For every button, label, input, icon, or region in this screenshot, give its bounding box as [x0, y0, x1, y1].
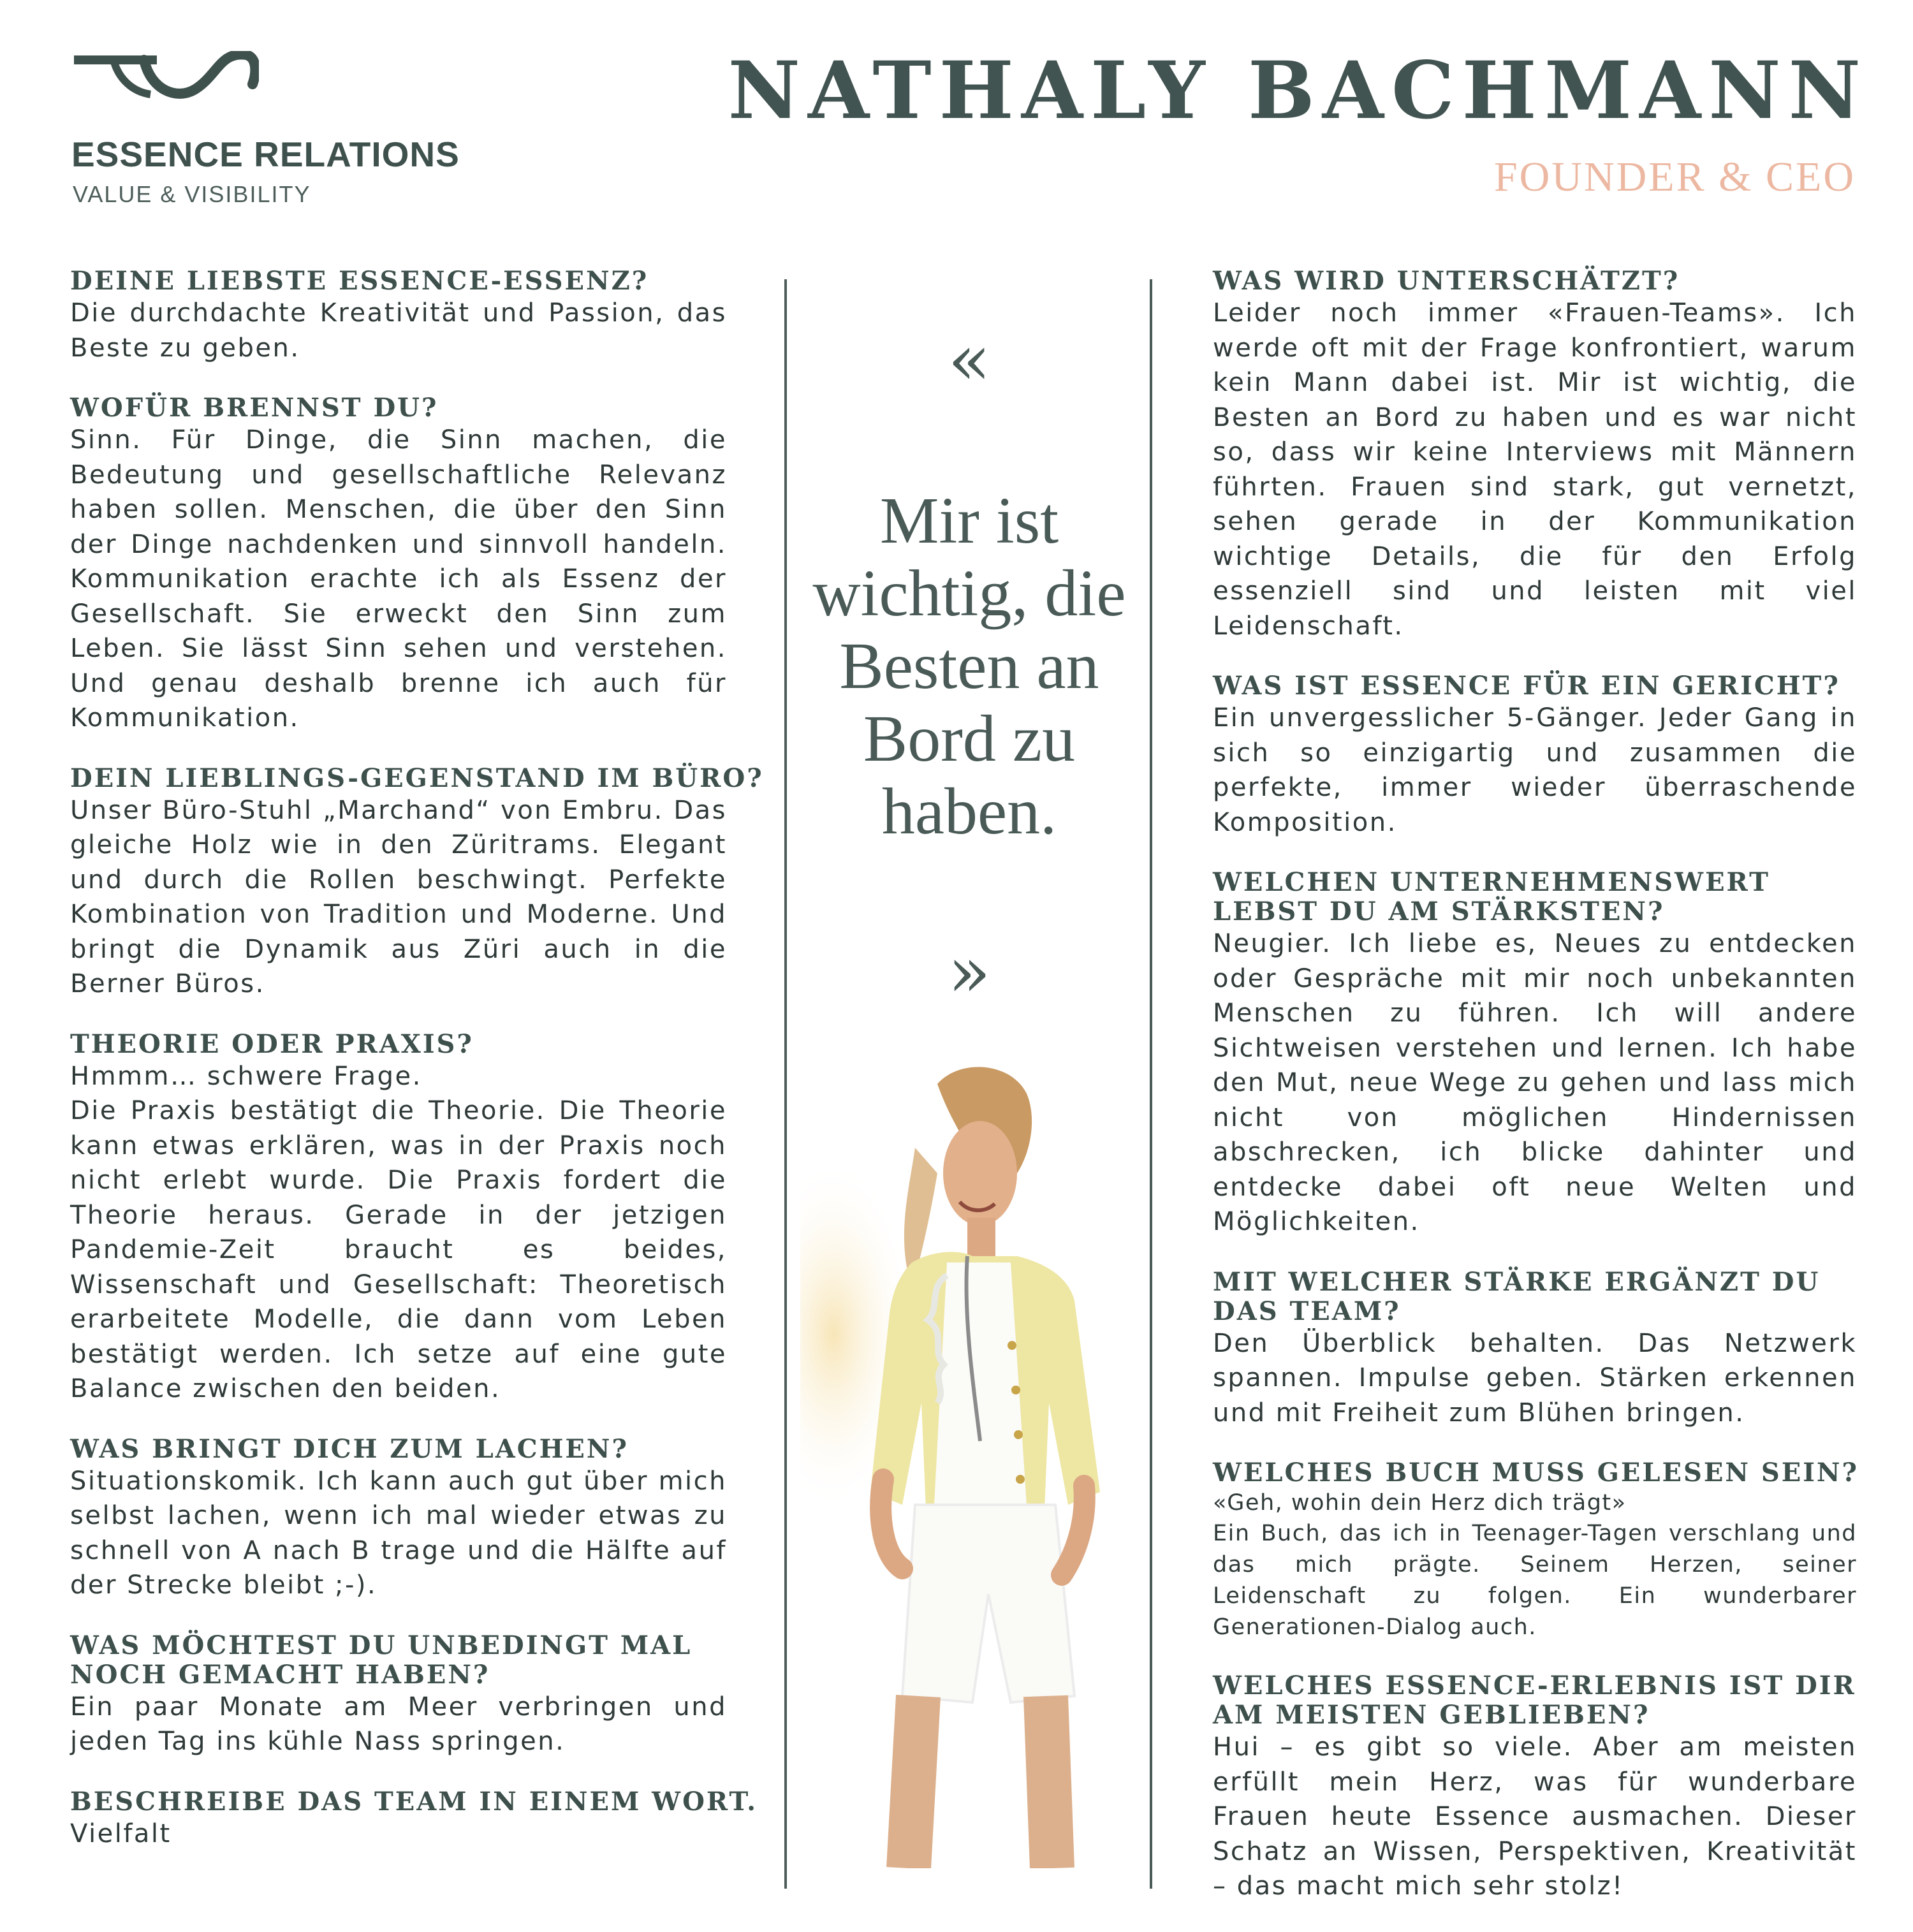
qa-item	[1213, 868, 1857, 1240]
qa-item	[70, 763, 764, 1002]
answer: Sinn. Für Dinge, die Sinn machen, die Bedeutung und gesellschaftliche Relevanz haben sollen. Menschen, die über den Sinn der Dinge nachdenken und sinnvoll handeln. Kommunikation erachte ich als Essenz der Gesellschaft. Sie erweckt den Sinn zum Leben. Sie lässt Sinn sehen und verstehen. Und genau deshalb brenne ich auch für Kommunikation.	[70, 425, 727, 733]
qa-item	[1213, 1671, 1857, 1904]
question: THEORIE ODER PRAXIS?	[70, 1028, 474, 1059]
left-column	[70, 266, 764, 1879]
portrait-photo	[800, 1046, 1157, 1868]
answer: Die durchdachte Kreativität und Passion, das Beste zu geben.	[70, 298, 727, 363]
column-divider-left	[784, 279, 787, 1889]
brand-name: ESSENCE RELATIONS	[71, 135, 460, 174]
answer: Ein unvergesslicher 5-Gänger. Jeder Gang in sich so einzigartig und zusammen die perfekte, immer wieder überraschende Komposition.	[1213, 703, 1857, 837]
answer: Vielfalt	[70, 1819, 172, 1848]
question: WAS BRINGT DICH ZUM LACHEN?	[70, 1433, 629, 1464]
question: WELCHES BUCH MUSS GELESEN SEIN?	[1213, 1458, 1859, 1488]
qa-item	[1213, 267, 1857, 643]
book-title: «Geh, wohin dein Herz dich trägt»	[1213, 1490, 1627, 1516]
quote-open-mark: «	[948, 319, 991, 400]
answer: Ein Buch, das ich in Teenager-Tagen verschlang und das mich prägte. Seinem Herzen, seiner Leidenschaft zu folgen. Ein wunderbarer Generationen-Dialog auch.	[1213, 1521, 1857, 1640]
right-column	[1213, 267, 1857, 1932]
answer: Neugier. Ich liebe es, Neues zu entdecken oder Gespräche mit mir noch unbekannten Menschen zu führen. Ich will andere Sichtweisen verstehen und lernen. Ich habe den Mut, neue Wege zu gehen und lass mich nicht von möglichen Hindernissen abschrecken, ich blicke dahinter und entdecke dabei oft neue Welten und Möglichkeiten.	[1213, 929, 1857, 1236]
answer-intro: Hmmm… schwere Frage.	[70, 1061, 422, 1091]
person-role: FOUNDER & CEO	[1493, 154, 1856, 200]
qa-item	[70, 1030, 727, 1407]
qa-item	[70, 1786, 758, 1852]
answer: Situationskomik. Ich kann auch gut über mich selbst lachen, wenn ich mal wieder etwas zu schnell von A nach B trage und die Hälfte auf der Strecke bleibt ;-).	[70, 1466, 727, 1600]
qa-item	[1213, 1458, 1857, 1643]
question: WAS WIRD UNTERSCHÄTZT?	[1213, 266, 1680, 296]
wave-logo-icon	[74, 51, 259, 108]
answer: Die Praxis bestätigt die Theorie. Die Theorie kann etwas erklären, was in der Praxis noch nicht erlebt wurde. Die Praxis fordert die Theorie heraus. Gerade in der jetzigen Pandemie-Zeit braucht es beides, Wissenschaft und Gesellschaft: Theoretisch erarbeitete Modelle, die dann vom Leben bestätigt werden. Ich setze auf eine gute Balance zwischen den beiden.	[70, 1096, 727, 1403]
question: DEINE LIEBSTE ESSENCE-ESSENZ?	[70, 266, 649, 296]
pull-quote: Mir ist wichtig, die Besten an Bord zu haben.	[812, 484, 1126, 848]
question-line-1: MIT WELCHER STÄRKE ERGÄNZT DU	[1213, 1266, 1821, 1297]
brand-tagline: VALUE & VISIBILITY	[73, 181, 311, 207]
answer: Ein paar Monate am Meer verbringen und jeden Tag ins kühle Nass springen.	[70, 1692, 727, 1756]
answer: Leider noch immer «Frauen-Teams». Ich werde oft mit der Frage konfrontiert, warum kein Mann dabei ist. Mir ist wichtig, die Besten an Bord zu haben und es war nicht so, dass wir keine Interviews mit Männern führten. Frauen sind stark, gut vernetzt, sehen gerade in der Kommunikation wichtige Details, die für den Erfolg essenziell sind und leisten mit viel Leidenschaft.	[1213, 298, 1857, 641]
question: BESCHREIBE DAS TEAM IN EINEM WORT.	[70, 1786, 758, 1817]
question: WOFÜR BRENNST DU?	[70, 393, 439, 423]
question-line-1: WELCHEN UNTERNEHMENSWERT	[1213, 867, 1770, 897]
question-line-2: DAS TEAM?	[1213, 1296, 1401, 1326]
qa-item	[70, 1435, 727, 1603]
qa-item	[70, 267, 727, 365]
person-name: NATHALY BACHMANN	[728, 45, 1868, 137]
answer: Den Überblick behalten. Das Netzwerk spannen. Impulse geben. Stärken erkennen und mit Freiheit zum Blühen bringen.	[1213, 1328, 1857, 1428]
brand-logo	[71, 51, 460, 217]
question-line-2: LEBST DU AM STÄRKSTEN?	[1213, 896, 1665, 926]
answer: Hui – es gibt so viele. Aber am meisten erfüllt mein Herz, was für wunderbare Frauen heute Essence ausmachen. Dieser Schatz an Wissen, Perspektiven, Kreativität – das macht mich sehr stolz!	[1213, 1732, 1857, 1901]
question-line-2: AM MEISTEN GEBLIEBEN?	[1213, 1700, 1650, 1730]
qa-item	[70, 393, 727, 736]
question-line-2: NOCH GEMACHT HABEN?	[70, 1659, 490, 1690]
question-line-1: WAS MÖCHTEST DU UNBEDINGT MAL	[70, 1630, 693, 1660]
quote-close-mark: »	[948, 931, 991, 1013]
qa-item	[1213, 671, 1857, 840]
qa-item	[70, 1631, 727, 1759]
question-line-1: WELCHES ESSENCE-ERLEBNIS IST DIR	[1213, 1671, 1856, 1701]
question: DEIN LIEBLINGS-GEGENSTAND IM BÜRO?	[70, 763, 764, 793]
qa-item	[1213, 1268, 1857, 1431]
question: WAS IST ESSENCE FÜR EIN GERICHT?	[1213, 671, 1840, 701]
answer: Unser Büro-Stuhl „Marchand“ von Embru. Das gleiche Holz wie in den Züritrams. Elegant und durch die Rollen beschwingt. Perfekte Kombination von Tradition und Moderne. Und bringt die Dynamik aus Züri auch in die Berner Büros.	[70, 795, 727, 999]
